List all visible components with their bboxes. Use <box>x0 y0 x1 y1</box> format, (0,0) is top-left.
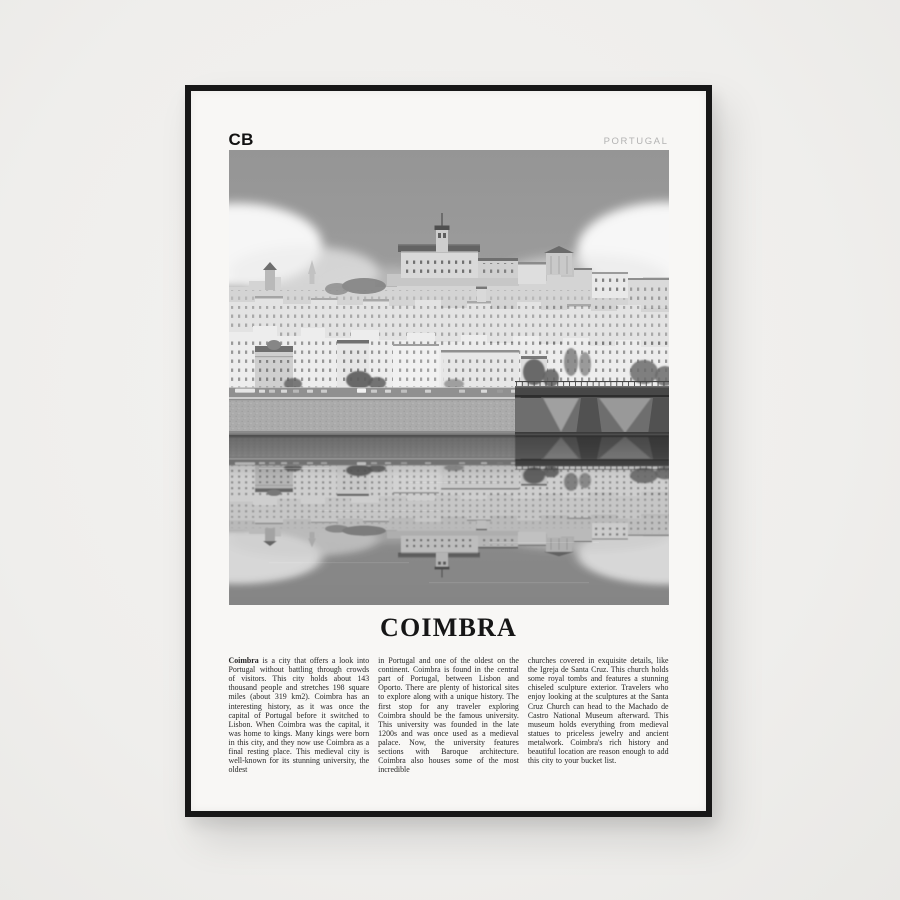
article-column-2: in Portugal and one of the oldest on the continent. Coimbra is found in the central part of Portugal, between Lisbon and Oporto. There are plenty of historical sites to explore along with a unique history. The first stop for any traveler exploring Coimbra should be the famous university. This university was founded in the late 1200s and was once used as a medieval palace. Now, the university features sections with Baroque architecture. Coimbra also houses some of the most incredible <box>378 656 519 774</box>
article-text <box>229 656 669 774</box>
poster <box>191 91 706 811</box>
water-reflection <box>229 435 669 605</box>
country-label: PORTUGAL <box>603 135 669 147</box>
brand-monogram: CB <box>228 130 254 149</box>
article-column-1-text: is a city that offers a look into Portugal without battling through crowds of visitors. This city holds about 143 thousand people and stretches 198 square miles (about 319 km2). Coimbra has an interesting history, as it was once the capital of Portugal before it switched to Lisbon. When Coimbra was the capital, it was home to kings. Many kings were born in this city, and they now use Coimbra as a final resting place. This medieval city is well-known for its stunning university, the oldest <box>228 656 370 774</box>
article-column-3: churches covered in exquisite details, like the Igreja de Santa Cruz. This church holds some royal tombs and features a stunning chiseled sculpture exterior. Travelers who enjoy looking at the sculptures at the Santa Cruz Church can head to the Machado de Castro National Museum afterward. This museum holds everything from medieval statues to priceless jewelry and ancient metalwork. Coimbra's rich history and beautiful location are reason enough to add this city to your bucket list. <box>527 656 669 765</box>
coimbra-river-reflection-illustration <box>229 150 669 605</box>
picture-frame <box>185 85 712 817</box>
poster-title: COIMBRA <box>380 613 517 642</box>
city-above-water <box>229 150 669 435</box>
article-column-1 <box>229 656 370 774</box>
cityscape-photo <box>229 150 669 605</box>
poster-content <box>229 91 669 774</box>
article-lead-word: Coimbra <box>228 656 259 666</box>
poster-header <box>229 121 669 148</box>
